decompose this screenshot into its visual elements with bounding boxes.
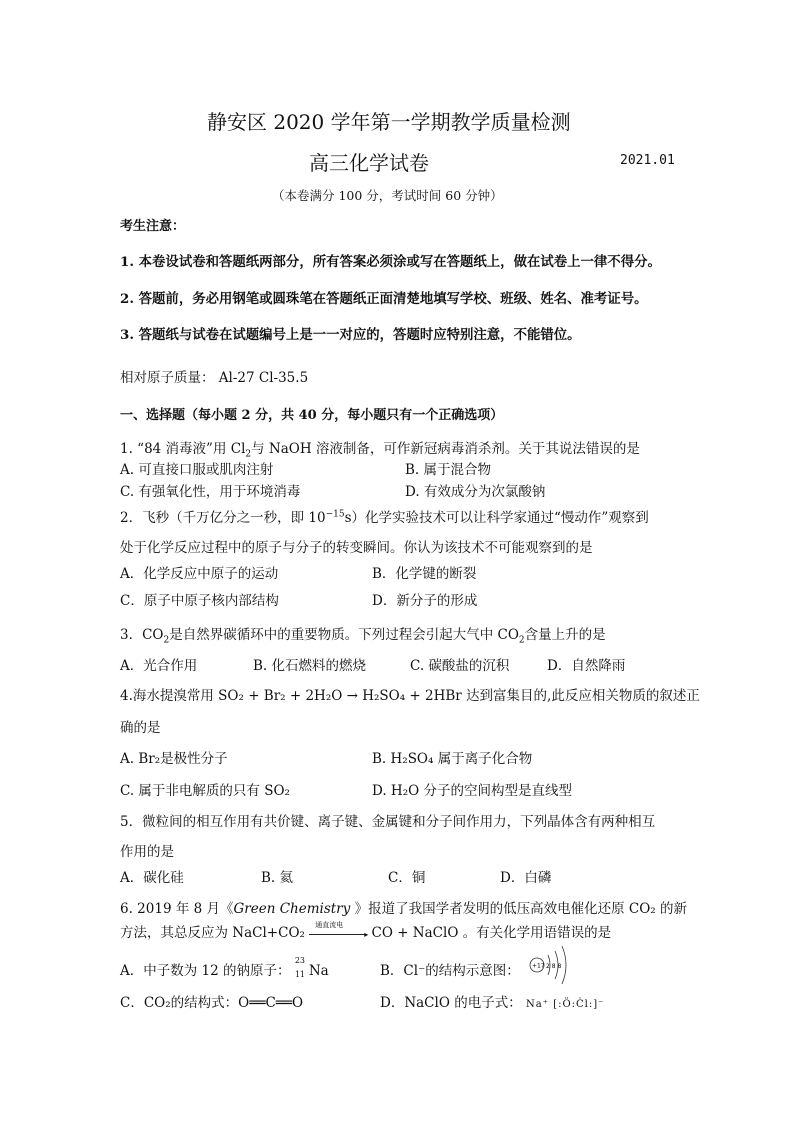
question-6-journal: Green Chemistry: [233, 901, 351, 917]
question-4-option-a: A. Br₂是极性分子: [120, 751, 228, 767]
question-6-option-d-text: D．NaClO 的电子式：: [380, 995, 522, 1011]
question-5-option-a: A．碳化硅: [120, 870, 184, 886]
question-6-option-a: [120, 955, 329, 982]
structure-nucleus-charge: +17: [532, 962, 545, 970]
question-2-line-1: [120, 506, 649, 526]
question-3-option-a: A．光合作用: [120, 658, 198, 674]
structure-electron-shells: 2 8 8: [546, 963, 562, 970]
question-5-option-c: C．铜: [388, 870, 426, 886]
question-4-option-c: C. 属于非电解质的只有 SO₂: [120, 783, 290, 799]
question-6-line-2: [120, 921, 611, 941]
question-6-option-b: [380, 959, 520, 979]
question-2-line-2: 处于化学反应过程中的原子与分子的转变瞬间。你认为该技术不可能观察到的是: [120, 540, 593, 556]
page-title: 静安区 2020 学年第一学期教学质量检测: [207, 110, 571, 134]
question-6-line-1: [120, 897, 687, 917]
question-1-stem-part-a: 1. “84 消毒液”用 Cl: [120, 441, 246, 457]
exam-date: 2021.01: [620, 153, 675, 168]
question-3-stem-part-c: 含量上升的是: [524, 627, 606, 643]
question-5-line-1: 5．微粒间的相互作用有共价键、离子键、金属键和分子间作用力，下列晶体含有两种相互: [120, 814, 656, 830]
electrolysis-arrow: 通直流电 ▸: [309, 927, 367, 941]
question-3-option-d: D．自然降雨: [547, 658, 626, 674]
question-5-option-b: B. 氦: [261, 870, 294, 886]
nuclide-notation: [294, 955, 309, 982]
question-2-exponent: −15: [325, 509, 345, 520]
question-1-option-d: D. 有效成分为次氯酸钠: [405, 484, 546, 500]
question-2-line-1-part-a: 2．飞秒（千万亿分之一秒，即 10: [120, 510, 326, 526]
notice-item-2: 2. 答题前，务必用钢笔或圆珠笔在答题纸正面清楚地填写学校、班级、姓名、准考证号。: [120, 291, 648, 307]
question-6-option-c: C．CO₂的结构式：O══C══O: [120, 995, 304, 1011]
question-4-line-2: 确的是: [120, 720, 161, 736]
question-6-line-1-part-b: 》报道了我国学者发明的低压高效电催化还原 CO₂ 的新: [350, 901, 687, 917]
nuclide-mass-number: 23: [294, 955, 305, 965]
question-2-option-c: C．原子中原子核内部结构: [120, 593, 279, 609]
nuclide-symbol: Na: [308, 963, 329, 979]
question-6-line-1-part-a: 6. 2019 年 8 月《: [120, 901, 234, 917]
nuclide-atomic-number: 11: [294, 969, 305, 979]
question-3-stem-part-b: 是自然界碳循环中的重要物质。下列过程会引起大气中 CO: [169, 627, 519, 643]
question-4-line-1: 4.海水提溴常用 SO₂ + Br₂ + 2H₂O → H₂SO₄ + 2HBr 达到富集目的,此反应相关物质的叙述正: [120, 688, 700, 704]
question-2-option-b: B．化学键的断裂: [372, 566, 477, 582]
notice-heading: 考生注意：: [120, 219, 186, 234]
question-6-line-2-part-a: 方法，其总反应为 NaCl+CO₂: [120, 925, 305, 941]
page-subtitle: 高三化学试卷: [309, 151, 429, 175]
exam-info: （本卷满分 100 分，考试时间 60 分钟）: [272, 188, 503, 203]
notice-item-3: 3. 答题纸与试卷在试题编号上是一一对应的，答题时应特别注意，不能错位。: [120, 327, 581, 343]
question-1-option-b: B. 属于混合物: [405, 462, 492, 478]
question-1-option-c: C. 有强氧化性，用于环境消毒: [120, 484, 301, 500]
chloride-ion-structure-diagram: [524, 940, 574, 990]
question-5-option-d: D．白磷: [500, 870, 552, 886]
question-6-option-b-text: B．Cl⁻的结构示意图：: [380, 963, 520, 979]
question-6-option-d: [380, 991, 604, 1011]
question-2-option-d: D．新分子的形成: [372, 593, 478, 609]
section-1-title: 一、选择题（每小题 2 分，共 40 分，每小题只有一个正确选项）: [120, 408, 504, 423]
question-6-line-2-part-b: CO + NaClO 。有关化学用语错误的是: [371, 925, 612, 941]
question-1-stem-part-b: 与 NaOH 溶液制备，可作新冠病毒消杀剂。关于其说法错误的是: [251, 441, 640, 457]
question-3-option-c: C. 碳酸盐的沉积: [410, 658, 510, 674]
question-4-option-d: D. H₂O 分子的空间构型是直线型: [372, 783, 572, 799]
electrolysis-arrow-label: 通直流电: [315, 920, 344, 929]
question-3-option-b: B. 化石燃料的燃烧: [253, 658, 367, 674]
question-1-stem: 1. “84 消毒液”用 $Cl_2$与 NaOH 溶液制备，可作新冠病毒消杀剂。关于其说法错误的是: [120, 441, 640, 460]
question-1-option-a: A. 可直接口服或肌肉注射: [120, 462, 274, 478]
atomic-mass-line: 相对原子质量： Al-27 Cl-35.5: [120, 370, 309, 386]
sodium-hypochlorite-electron-formula: Na⁺ [:Ö:Ċl:]⁻: [526, 999, 605, 1010]
question-5-line-2: 作用的是: [120, 844, 174, 860]
question-6-option-a-text: A．中子数为 12 的钠原子：: [120, 963, 291, 979]
question-3-stem: 3．$CO_2$是自然界碳循环中的重要物质。下列过程会引起大气中 $CO_2$含量上升的是: [120, 627, 606, 646]
question-2-line-1-part-b: s）化学实验技术可以让科学家通过“慢动作”观察到: [344, 510, 649, 526]
question-4-option-b: B. H₂SO₄ 属于离子化合物: [372, 751, 533, 767]
notice-item-1: 1. 本卷设试卷和答题纸两部分，所有答案必须涂或写在答题纸上，做在试卷上一律不得分。: [120, 254, 661, 270]
question-2-option-a: A．化学反应中原子的运动: [120, 566, 279, 582]
question-3-stem-part-a: 3．CO: [120, 627, 164, 643]
